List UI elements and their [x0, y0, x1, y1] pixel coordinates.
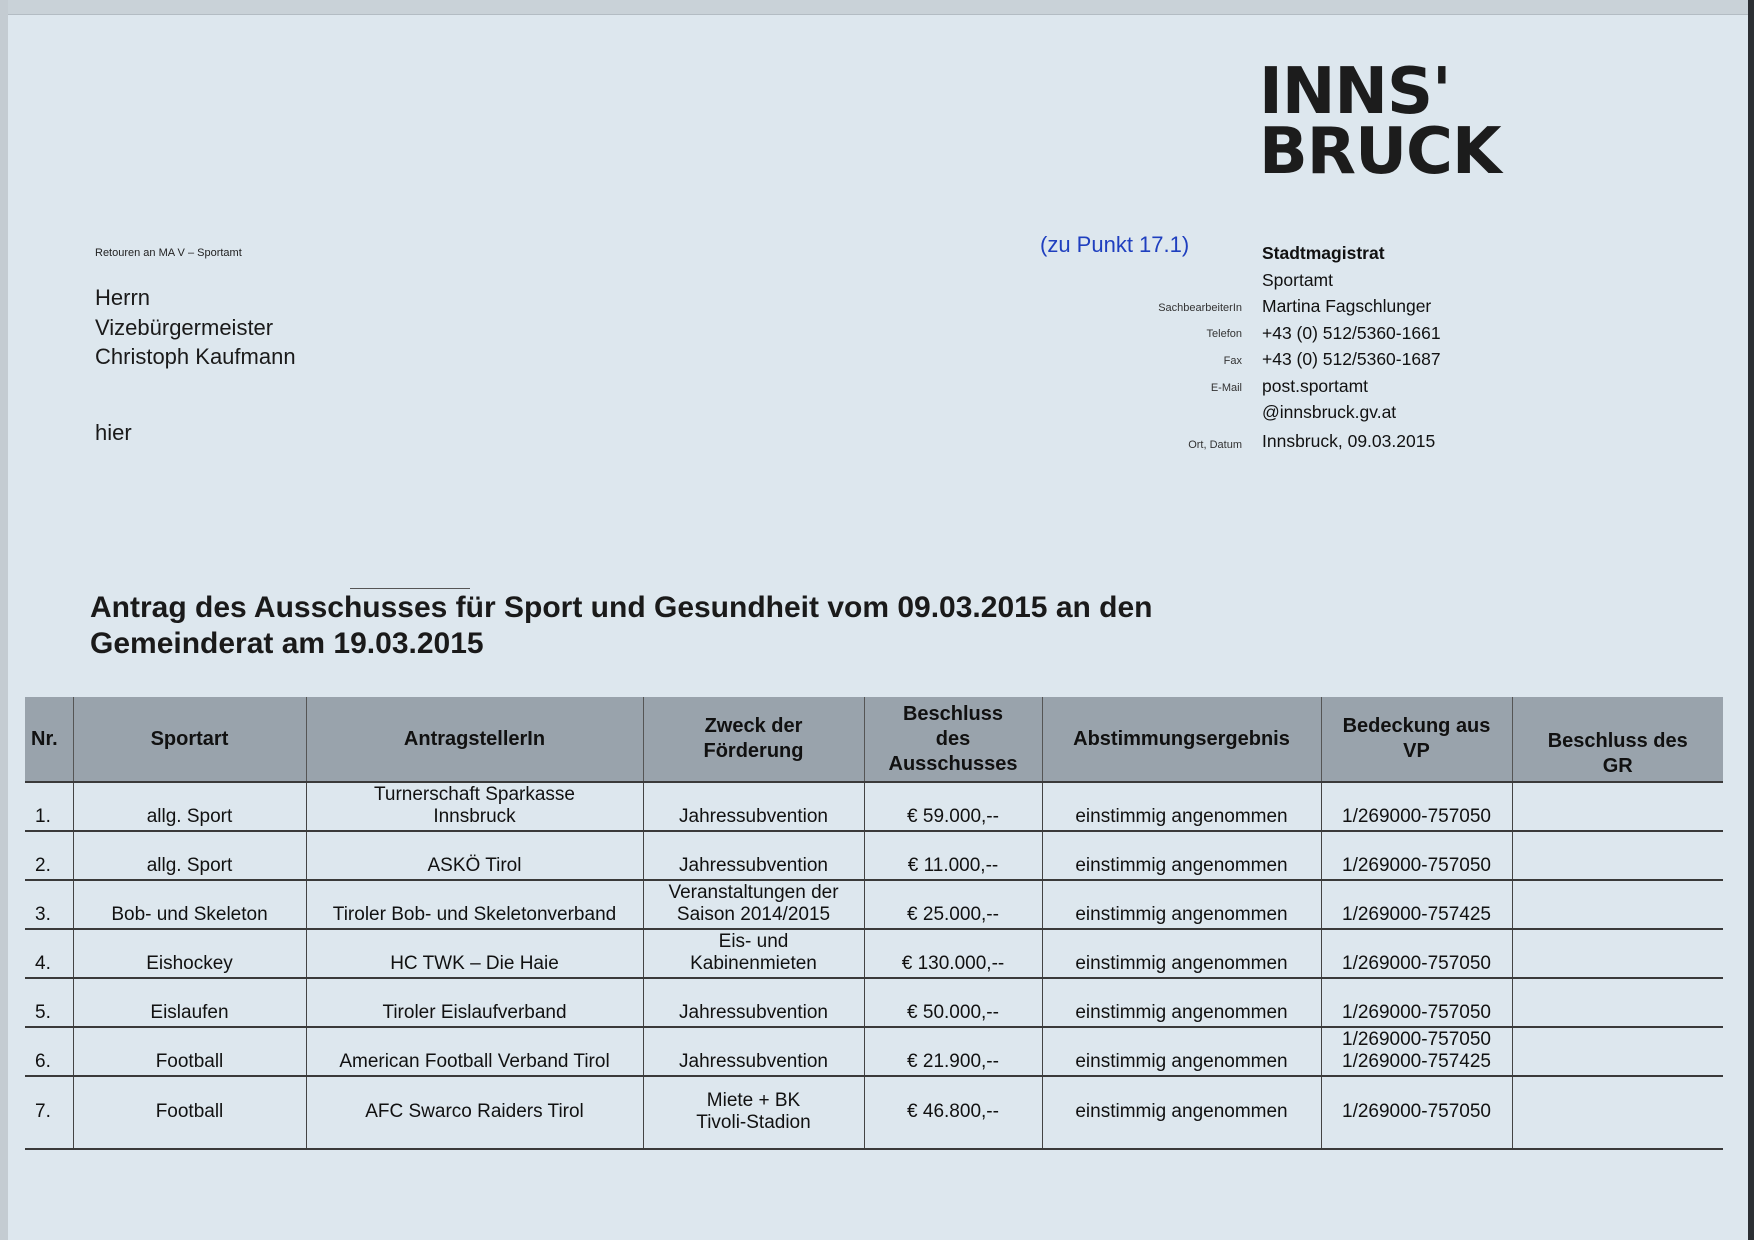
- cell-amount: € 11.000,--: [864, 831, 1042, 880]
- cell-purpose: Jahressubvention: [643, 782, 864, 831]
- sender-dept: Sportamt: [1262, 269, 1333, 290]
- table-row: [25, 1027, 1723, 1076]
- cell-sport: allg. Sport: [73, 782, 306, 831]
- header-nr: Nr.: [25, 697, 73, 782]
- cell-sport: Football: [73, 1027, 306, 1076]
- cell-applicant: American Football Verband Tirol: [306, 1027, 643, 1076]
- cell-vote: einstimmig angenommen: [1042, 782, 1321, 831]
- cell-sport: Football: [73, 1076, 306, 1149]
- header-council-decision: Beschluss des GR: [1512, 697, 1723, 782]
- table-row: [25, 978, 1723, 1027]
- cell-amount: € 130.000,--: [864, 929, 1042, 978]
- cell-sport: allg. Sport: [73, 831, 306, 880]
- header-purpose: Zweck der Förderung: [643, 697, 864, 782]
- table-row: [25, 782, 1723, 831]
- sender-email-line-1: post.sportamt: [1262, 375, 1369, 396]
- cell-council-decision: [1512, 782, 1723, 831]
- cell-vote: einstimmig angenommen: [1042, 978, 1321, 1027]
- phone-label: Telefon: [1206, 328, 1242, 340]
- header-coverage: Bedeckung aus VP: [1321, 697, 1512, 782]
- table-row: [25, 1076, 1723, 1149]
- cell-coverage: 1/269000-757050: [1321, 929, 1512, 978]
- title-line-1: Antrag des Ausschusses für Sport und Gesundheit vom 09.03.2015 an den: [90, 591, 1153, 624]
- title-pen-mark: [350, 588, 470, 589]
- cell-nr: 3.: [25, 880, 73, 929]
- document-title: [90, 590, 1490, 662]
- logo-line-1: INNS': [1259, 55, 1451, 129]
- return-address: Retouren an MA V – Sportamt: [95, 247, 242, 259]
- logo-line-2: BRUCK: [1259, 115, 1501, 189]
- cell-nr: 1.: [25, 782, 73, 831]
- cell-coverage: 1/269000-757050 1/269000-757425: [1321, 1027, 1512, 1076]
- recipient-place: hier: [95, 420, 132, 445]
- sender-email-line-2: @innsbruck.gv.at: [1262, 402, 1397, 422]
- cell-applicant: ASKÖ Tirol: [306, 831, 643, 880]
- sender-date: Innsbruck, 09.03.2015: [1262, 430, 1436, 451]
- clerk-label: SachbearbeiterIn: [1158, 302, 1242, 314]
- cell-applicant: Tiroler Eislaufverband: [306, 978, 643, 1027]
- cell-council-decision: [1512, 978, 1723, 1027]
- cell-applicant: HC TWK – Die Haie: [306, 929, 643, 978]
- cell-nr: 2.: [25, 831, 73, 880]
- cell-coverage: 1/269000-757050: [1321, 782, 1512, 831]
- cell-vote: einstimmig angenommen: [1042, 1027, 1321, 1076]
- cell-amount: € 21.900,--: [864, 1027, 1042, 1076]
- cell-amount: € 25.000,--: [864, 880, 1042, 929]
- table-row: [25, 831, 1723, 880]
- cell-vote: einstimmig angenommen: [1042, 880, 1321, 929]
- cell-sport: Bob- und Skeleton: [73, 880, 306, 929]
- recipient-salutation: Herrn: [95, 285, 151, 310]
- email-label: E-Mail: [1210, 382, 1242, 394]
- header-committee-decision: Beschluss des Ausschusses: [864, 697, 1042, 782]
- title-line-2: Gemeinderat am 19.03.2015: [90, 627, 484, 660]
- cell-sport: Eishockey: [73, 929, 306, 978]
- cell-purpose: Eis- und Kabinenmieten: [643, 929, 864, 978]
- cell-applicant: AFC Swarco Raiders Tirol: [306, 1076, 643, 1149]
- cell-coverage: 1/269000-757050: [1321, 831, 1512, 880]
- table-row: [25, 880, 1723, 929]
- cell-nr: 7.: [25, 1076, 73, 1149]
- fax-label: Fax: [1223, 355, 1242, 367]
- sender-org: Stadtmagistrat: [1262, 243, 1385, 263]
- cell-nr: 4.: [25, 929, 73, 978]
- sender-fax: +43 (0) 512/5360-1687: [1262, 349, 1441, 369]
- cell-sport: Eislaufen: [73, 978, 306, 1027]
- cell-vote: einstimmig angenommen: [1042, 831, 1321, 880]
- header-applicant: AntragstellerIn: [306, 697, 643, 782]
- cell-coverage: 1/269000-757050: [1321, 1076, 1512, 1149]
- cell-purpose: Miete + BK Tivoli-Stadion: [643, 1076, 864, 1149]
- cell-council-decision: [1512, 831, 1723, 880]
- cell-purpose: Jahressubvention: [643, 831, 864, 880]
- innsbruck-logo: [1259, 55, 1501, 189]
- header-vote: Abstimmungsergebnis: [1042, 697, 1321, 782]
- cell-vote: einstimmig angenommen: [1042, 1076, 1321, 1149]
- table-header-row: [25, 697, 1723, 782]
- cell-amount: € 59.000,--: [864, 782, 1042, 831]
- agenda-reference: (zu Punkt 17.1): [1040, 232, 1190, 257]
- recipient-address: [95, 283, 296, 372]
- recipient-name: Christoph Kaufmann: [95, 344, 296, 369]
- cell-nr: 6.: [25, 1027, 73, 1076]
- cell-purpose: Jahressubvention: [643, 978, 864, 1027]
- cell-amount: € 50.000,--: [864, 978, 1042, 1027]
- cell-coverage: 1/269000-757050: [1321, 978, 1512, 1027]
- recipient-title: Vizebürgermeister: [95, 314, 274, 340]
- header-sport: Sportart: [73, 697, 306, 782]
- cell-applicant: Turnerschaft Sparkasse Innsbruck: [306, 782, 643, 831]
- scan-border-top: [0, 0, 1754, 15]
- cell-council-decision: [1512, 880, 1723, 929]
- cell-council-decision: [1512, 1076, 1723, 1149]
- scan-border-left: [0, 0, 8, 1240]
- scan-border-right: [1748, 0, 1754, 1240]
- table-row: [25, 929, 1723, 978]
- cell-coverage: 1/269000-757425: [1321, 880, 1512, 929]
- cell-amount: € 46.800,--: [864, 1076, 1042, 1149]
- cell-purpose: Veranstaltungen der Saison 2014/2015: [643, 880, 864, 929]
- cell-nr: 5.: [25, 978, 73, 1027]
- cell-council-decision: [1512, 1027, 1723, 1076]
- cell-applicant: Tiroler Bob- und Skeletonverband: [306, 880, 643, 929]
- cell-council-decision: [1512, 929, 1723, 978]
- sender-block: [1262, 240, 1441, 454]
- sender-phone: +43 (0) 512/5360-1661: [1262, 322, 1441, 343]
- grants-table: [25, 697, 1723, 1150]
- sender-clerk: Martina Fagschlunger: [1262, 296, 1432, 316]
- cell-purpose: Jahressubvention: [643, 1027, 864, 1076]
- cell-vote: einstimmig angenommen: [1042, 929, 1321, 978]
- date-label: Ort, Datum: [1188, 439, 1242, 451]
